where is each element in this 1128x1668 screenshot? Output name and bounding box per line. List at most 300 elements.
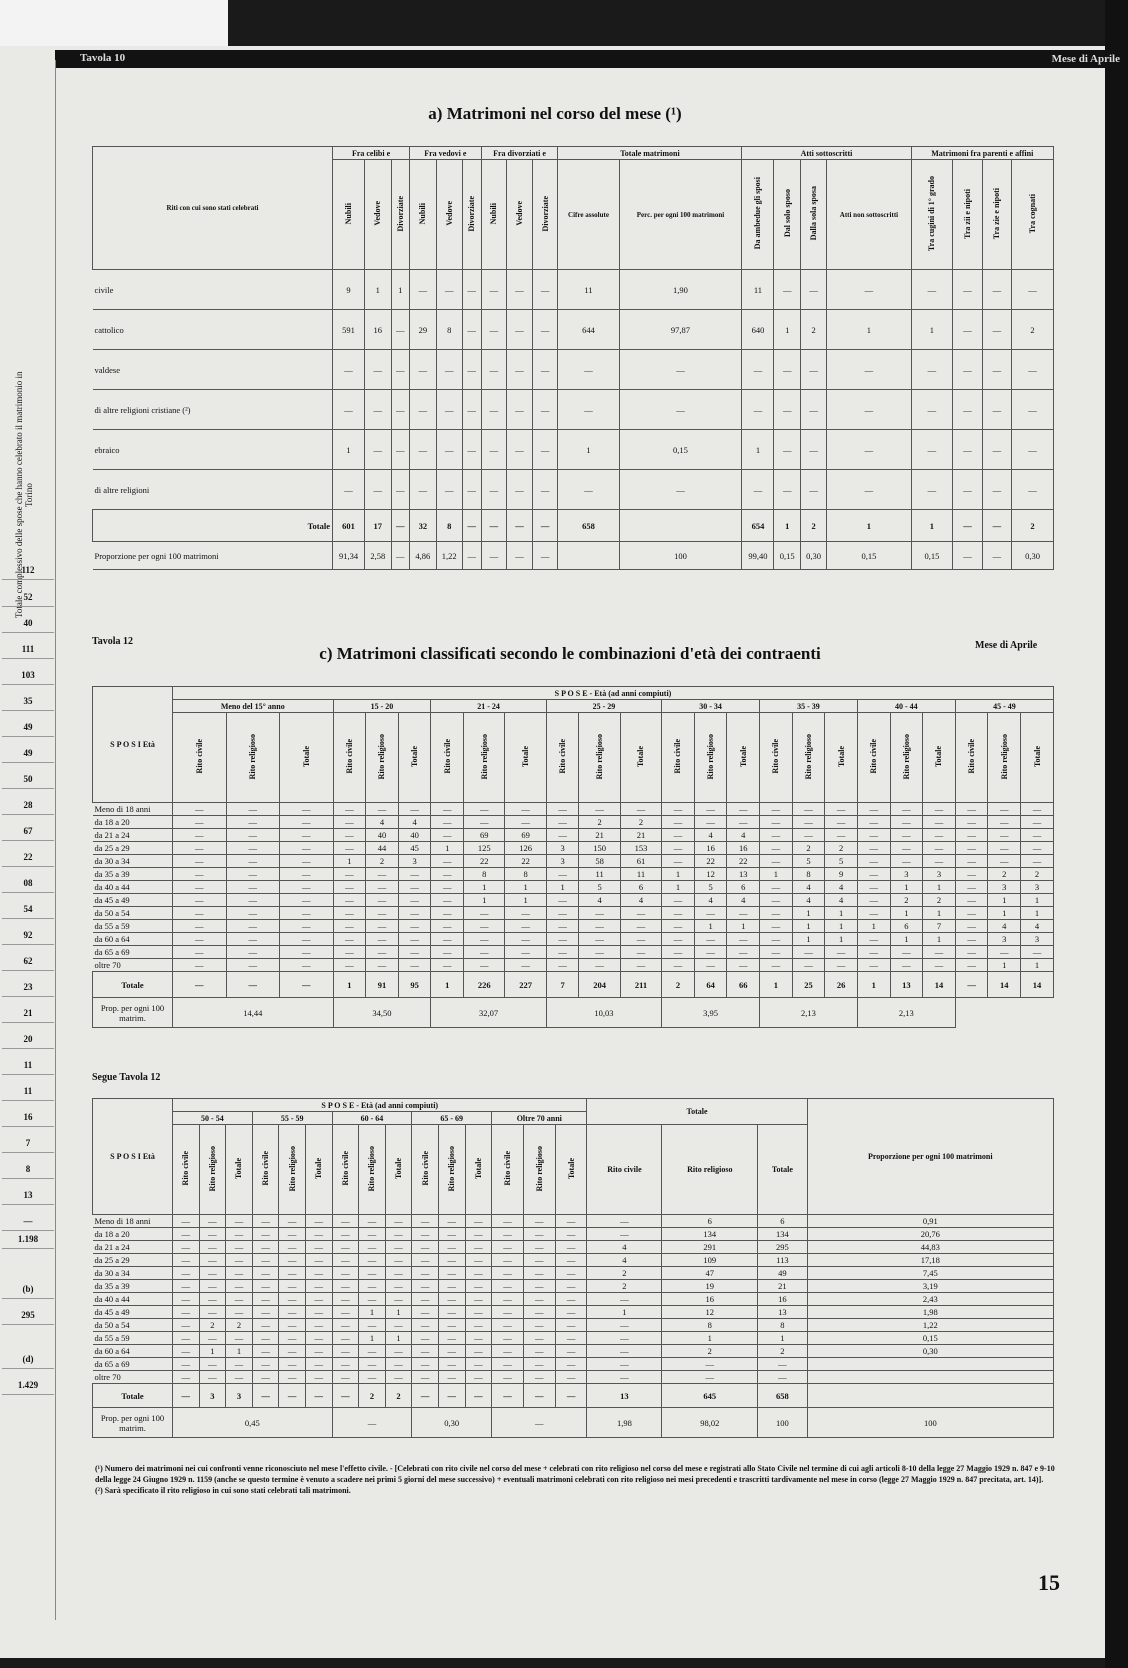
table-c1-cell: 1 [857, 920, 890, 933]
table-c2-cell: — [492, 1306, 524, 1319]
table-a-cell: 1 [774, 310, 800, 350]
table-c1-cell: — [923, 842, 956, 855]
table-a-cell: — [800, 430, 826, 470]
table-a-totale-cell: 1 [911, 510, 953, 542]
table-c1-cell: — [890, 959, 923, 972]
table-c2-prop-label: Prop. per ogni 100 matrim. [93, 1408, 173, 1438]
table-a-subcol [742, 160, 774, 270]
table-a-subcol-text: Tra zii e nipoti [962, 188, 972, 239]
table-c1-subcol-text: Rito civile [558, 739, 568, 774]
page-number: 15 [1038, 1570, 1060, 1595]
table-c1-row [93, 816, 1054, 829]
table-c2-row-label: da 18 a 20 [93, 1228, 173, 1241]
table-c1-subcol [464, 713, 505, 803]
table-c2-cell: — [555, 1280, 587, 1293]
table-a-row-label: ebraico [93, 430, 333, 470]
table-c2-cell: 113 [758, 1254, 807, 1267]
table-c1-cell: — [955, 803, 988, 816]
table-c1-cell: — [173, 881, 227, 894]
table-c1-cell: — [620, 920, 661, 933]
table-c2-totale-cell: 3 [199, 1384, 226, 1408]
table-c1-cell: — [1021, 816, 1054, 829]
table-c2-subcol-text: Rito religioso [534, 1145, 544, 1192]
table-c1-cell: — [760, 933, 793, 946]
table-c1-cell: — [792, 829, 825, 842]
table-c2-cell: — [279, 1241, 306, 1254]
table-c1-cell: — [988, 803, 1021, 816]
table-c2-cell: — [523, 1228, 555, 1241]
table-a-subcol [410, 160, 436, 270]
table-c2-cell: — [279, 1215, 306, 1228]
table-c1-subcol-text: Rito civile [344, 739, 354, 774]
table-a [92, 146, 1054, 570]
table-c1-cell: — [857, 907, 890, 920]
table-c1-cell: — [825, 803, 858, 816]
table-c1-cell: 3 [923, 868, 956, 881]
table-c2-cell: — [492, 1280, 524, 1293]
table-c1-cell: — [173, 959, 227, 972]
table-c2-cell: — [465, 1306, 492, 1319]
table-c2-row-label: da 40 a 44 [93, 1293, 173, 1306]
table-a-subcol-text: Divorziate [540, 195, 550, 232]
table-c1-subcol [431, 713, 464, 803]
table-c2-cell: — [587, 1293, 662, 1306]
table-c1-subcol [546, 713, 579, 803]
table-c1-cell: — [546, 946, 579, 959]
table-c2-prop-cell: 0,30 [412, 1408, 492, 1438]
table-c1-cell: — [662, 855, 695, 868]
table-a-cell: — [800, 350, 826, 390]
table-c2-cell: — [305, 1293, 332, 1306]
table-c1-cell: — [546, 959, 579, 972]
table-c1-cell: — [398, 907, 431, 920]
table-c1-cell: — [662, 816, 695, 829]
table-c1-age-group: 30 - 34 [662, 700, 760, 713]
table-c1-title: c) Matrimoni classificati secondo le combinazioni d'età dei contraenti [319, 644, 821, 663]
table-c2-cell: — [523, 1215, 555, 1228]
table-a-subcol-text: Vedove [444, 201, 454, 226]
table-c1-cell: 4 [792, 881, 825, 894]
table-c2-cell: — [412, 1228, 439, 1241]
table-c1-cell: — [226, 868, 280, 881]
table-c1-subcol [505, 713, 546, 803]
table-c2-totale-cell: 2 [359, 1384, 386, 1408]
table-a-cell: — [436, 270, 462, 310]
left-strip-number: 49 [2, 718, 54, 737]
table-c2-cell: 3,19 [807, 1280, 1053, 1293]
table-c2-cell [807, 1358, 1053, 1371]
table-a-cell: — [436, 430, 462, 470]
table-c2-totale-cell: — [555, 1384, 587, 1408]
table-c1-cell: — [1021, 855, 1054, 868]
table-c1-row [93, 842, 1054, 855]
table-c2-cell: — [438, 1358, 465, 1371]
table-c1-cell: 2 [923, 894, 956, 907]
table-c2-totale-cell [807, 1384, 1053, 1408]
table-c1-prop-cell: 2,13 [760, 998, 858, 1028]
table-c1-cell: — [857, 946, 890, 959]
table-c2-cell: — [305, 1267, 332, 1280]
table-c1-subcol [398, 713, 431, 803]
table-c2-cell: — [173, 1228, 200, 1241]
table-c1-cell: — [505, 803, 546, 816]
table-c1-cell: — [988, 855, 1021, 868]
table-c1-cell: — [857, 803, 890, 816]
table-c2-cell: — [332, 1319, 359, 1332]
table-a-totale-cell: 17 [365, 510, 391, 542]
table-c1-cell: — [333, 946, 366, 959]
table-c1-subcol [226, 713, 280, 803]
table-c2-cell: 16 [662, 1293, 758, 1306]
table-c2-cell: — [438, 1241, 465, 1254]
table-c2-row [93, 1358, 1054, 1371]
table-c1-cell: — [226, 959, 280, 972]
table-c2-cell: — [305, 1280, 332, 1293]
table-c1-cell: — [333, 881, 366, 894]
table-c1-cell: — [226, 855, 280, 868]
table-c2-cell: — [173, 1254, 200, 1267]
table-c2-cell: — [199, 1280, 226, 1293]
table-c2-subcol-text: Totale [473, 1157, 483, 1180]
table-a-totale-cell: 2 [1012, 510, 1054, 542]
table-c2-cell [807, 1371, 1053, 1384]
table-c2-row [93, 1267, 1054, 1280]
table-c2-cell: 2 [587, 1267, 662, 1280]
table-a-cell: — [365, 390, 391, 430]
table-c1-cell: 11 [620, 868, 661, 881]
table-c1-cell: — [398, 933, 431, 946]
table-c1-cell: 2 [988, 868, 1021, 881]
table-a-cell: 0,15 [619, 430, 742, 470]
table-c1-totale-cell: — [226, 972, 280, 998]
table-a-cell: — [953, 270, 982, 310]
table-c2-totale-cell: 3 [226, 1384, 253, 1408]
table-c2-cell: — [279, 1332, 306, 1345]
table-a-prop-cell: 2,58 [365, 542, 391, 570]
table-c2-cell: — [226, 1267, 253, 1280]
table-c1-cell: 2 [579, 816, 620, 829]
table-c1-row-label: oltre 70 [93, 959, 173, 972]
table-c1-cell: — [366, 894, 399, 907]
table-c1-totale-cell: 227 [505, 972, 546, 998]
table-c1-cell: — [760, 894, 793, 907]
table-a-cell: — [391, 310, 410, 350]
table-c2-cell: 6 [662, 1215, 758, 1228]
table-a-subcol: Cifre assolute [558, 160, 619, 270]
table-c2-cell: — [252, 1215, 279, 1228]
table-c1-cell: 1 [662, 881, 695, 894]
table-a-cell: — [1012, 270, 1054, 310]
table-a-prop-cell: 91,34 [333, 542, 365, 570]
header-month: Mese di Aprile [1051, 53, 1120, 65]
table-c1 [92, 686, 1054, 1028]
table-a-cell: 1 [911, 310, 953, 350]
table-c1-age-group: 25 - 29 [546, 700, 661, 713]
table-c2-cell: — [438, 1215, 465, 1228]
table-a-cell: — [333, 350, 365, 390]
table-a-cell: — [391, 430, 410, 470]
table-c2-cell: — [199, 1241, 226, 1254]
footnote-2: (²) Sarà specificato il rito religioso in cui sono stati celebrati tali matrimoni. [95, 1486, 351, 1495]
table-c1-cell: 3 [1021, 881, 1054, 894]
table-c1-cell: 2 [620, 816, 661, 829]
table-a-subcol [365, 160, 391, 270]
table-c1-cell: — [464, 933, 505, 946]
table-c2-cell: — [305, 1228, 332, 1241]
table-c1-age-group: 45 - 49 [955, 700, 1053, 713]
table-c2-cell: — [173, 1358, 200, 1371]
table-c2-totale-cell: — [173, 1384, 200, 1408]
table-c2-cell: — [438, 1293, 465, 1306]
table-c2-totale-group: Totale [587, 1099, 807, 1125]
table-c1-cell: 1 [694, 920, 727, 933]
table-c2-cell: — [412, 1332, 439, 1345]
table-a-cell: — [391, 470, 410, 510]
table-a-cell: — [333, 390, 365, 430]
table-c2-cell: 291 [662, 1241, 758, 1254]
table-c1-cell: 69 [505, 829, 546, 842]
table-c1-cell: — [760, 920, 793, 933]
table-c1-cell: — [431, 894, 464, 907]
table-c2-cell: — [438, 1267, 465, 1280]
table-a-cell: — [800, 470, 826, 510]
table-c1-cell: — [398, 894, 431, 907]
table-c2-cell: — [332, 1345, 359, 1358]
table-c2-cell: — [305, 1371, 332, 1384]
table-c1-cell: — [366, 868, 399, 881]
table-c1-cell: 1 [890, 907, 923, 920]
table-c2-cell: — [279, 1267, 306, 1280]
table-c1-cell: 1 [890, 933, 923, 946]
table-c2-cell: — [438, 1332, 465, 1345]
table-c1-cell: — [857, 829, 890, 842]
table-c2-cell: 1 [758, 1332, 807, 1345]
table-c1-cell: — [546, 829, 579, 842]
table-c1-subcol [694, 713, 727, 803]
table-c1-subcol-text: Rito civile [442, 739, 452, 774]
table-c1-cell: — [792, 816, 825, 829]
table-c1-cell: 22 [464, 855, 505, 868]
table-a-cell: — [558, 390, 619, 430]
table-c2-cell: — [412, 1293, 439, 1306]
table-c2-totale-subcol: Totale [758, 1125, 807, 1215]
table-a-subcol [911, 160, 953, 270]
table-c2-cell: — [226, 1332, 253, 1345]
table-c1-cell: 1 [760, 868, 793, 881]
table-c2-totale-subcol: Rito civile [587, 1125, 662, 1215]
table-c2-totale-cell: 2 [385, 1384, 412, 1408]
table-c2-cell: — [412, 1358, 439, 1371]
table-c1-subcol-text: Rito civile [869, 739, 879, 774]
table-c2-cell: — [359, 1228, 386, 1241]
table-c2-cell: — [199, 1254, 226, 1267]
table-a-cell: — [774, 390, 800, 430]
table-a-subcol [982, 160, 1011, 270]
table-c2-age-group: 50 - 54 [173, 1112, 253, 1125]
table-c1-prop-cell: 2,13 [857, 998, 955, 1028]
table-c1-row-label: da 55 a 59 [93, 920, 173, 933]
table-a-prop-cell: — [507, 542, 533, 570]
table-c1-row [93, 920, 1054, 933]
table-a-prop-cell: 0,30 [1012, 542, 1054, 570]
table-c1-cell: 7 [923, 920, 956, 933]
table-a-col-group: Fra celibi e [333, 147, 410, 160]
table-c2-cell: 16 [758, 1293, 807, 1306]
table-c1-cell: — [505, 907, 546, 920]
table-c2-cell: — [359, 1254, 386, 1267]
table-c2-cell: — [523, 1345, 555, 1358]
table-c1-subcol [280, 713, 334, 803]
table-c2-cell: 2 [587, 1280, 662, 1293]
table-a-subcol-text: Tra zie e nipoti [992, 187, 1002, 240]
table-c1-cell: — [694, 959, 727, 972]
table-c2-cell: — [555, 1293, 587, 1306]
table-c1-cell: 1 [988, 959, 1021, 972]
table-a-cell: — [462, 390, 481, 430]
table-c2-cell: — [523, 1358, 555, 1371]
table-c2-cell: — [305, 1319, 332, 1332]
table-c1-cell: 1 [825, 907, 858, 920]
table-c2-subcol-text: Totale [314, 1157, 324, 1180]
table-a-cell: — [462, 350, 481, 390]
table-c2-cell: — [252, 1306, 279, 1319]
footnote-1: (¹) Numero dei matrimoni nei cui confronti venne riconosciuto nel mese l'effetto civile. - [Celebrati con rito civile nel corso del mese + celebrati con rito religioso nel corso del mese e registrati allo Stato Civile nel termine di cui agli articoli 8-10 della legge 27 Maggio 1929 n. 847 e 9-10 della legge 24 Giugno 1929 n. 1159 (anche se questo termine è venuto a scadere nei primi 5 giorni del mese successivo) + eventuali matrimoni celebrati con rito religioso nei mesi precedenti e trascritti tardivamente nel mese in corso (legge 27 Maggio 1929 n. 847 precitata, art. 14)]. [95, 1464, 1055, 1484]
table-c2-cell: — [359, 1267, 386, 1280]
table-c2-cell: 1 [199, 1345, 226, 1358]
table-a-cell: 2 [800, 310, 826, 350]
table-c2-subcol [385, 1125, 412, 1215]
table-c1-cell: 2 [890, 894, 923, 907]
table-c1-prop-cell: 34,50 [333, 998, 431, 1028]
table-a-totale-label: Totale [93, 510, 333, 542]
table-a-totale-cell: 654 [742, 510, 774, 542]
table-a-cell: — [391, 390, 410, 430]
table-c2-cell: — [385, 1228, 412, 1241]
table-c1-cell: — [398, 946, 431, 959]
table-a-cell: 591 [333, 310, 365, 350]
table-c1-cell: 1 [333, 855, 366, 868]
table-c2-totale-cell: — [465, 1384, 492, 1408]
table-c2-row [93, 1332, 1054, 1345]
table-c2-cell: — [305, 1345, 332, 1358]
table-a-cell: — [481, 270, 507, 310]
table-c1-cell: — [1021, 829, 1054, 842]
table-c1-cell: — [662, 829, 695, 842]
table-c1-cell: — [955, 868, 988, 881]
table-c1-cell: 58 [579, 855, 620, 868]
table-a-cell: 644 [558, 310, 619, 350]
table-c2-cell: — [492, 1371, 524, 1384]
table-c1-header-row-0 [93, 687, 1054, 700]
table-c1-totale-cell: 211 [620, 972, 661, 998]
table-c2-row [93, 1228, 1054, 1241]
table-c2-row [93, 1345, 1054, 1358]
table-c1-cell: — [366, 933, 399, 946]
table-a-cell: — [953, 310, 982, 350]
table-a-row-label: di altre religioni cristiane (²) [93, 390, 333, 430]
table-a-cell: — [911, 470, 953, 510]
table-c2-cell: — [555, 1215, 587, 1228]
table-a-prop-cell: 0,15 [774, 542, 800, 570]
table-c2-cell: — [523, 1267, 555, 1280]
table-a-cell: — [481, 310, 507, 350]
table-c1-totale-cell: — [280, 972, 334, 998]
table-c1-cell: — [431, 933, 464, 946]
table-c1-row [93, 959, 1054, 972]
table-c1-cell: — [579, 946, 620, 959]
table-a-cell: — [953, 390, 982, 430]
table-a-prop-row [93, 542, 1054, 570]
table-a-cell: — [532, 350, 558, 390]
table-c1-subcol-text: Rito religioso [999, 733, 1009, 780]
table-c2-cell: — [199, 1358, 226, 1371]
table-c1-cell: — [333, 829, 366, 842]
table-a-cell: — [410, 390, 436, 430]
table-c1-cell: 9 [825, 868, 858, 881]
table-c1-cell: 1 [505, 894, 546, 907]
table-c1-subcol-text: Rito civile [194, 739, 204, 774]
table-c1-cell: 16 [694, 842, 727, 855]
table-a-totale-row [93, 510, 1054, 542]
table-a-cell: 1 [333, 430, 365, 470]
table-c1-row [93, 829, 1054, 842]
table-c2-cell: — [438, 1306, 465, 1319]
table-c2-subcol [359, 1125, 386, 1215]
table-c1-cell: 3 [1021, 933, 1054, 946]
table-a-cell: — [507, 310, 533, 350]
table-c1-cell: — [464, 959, 505, 972]
table-c2-cell: — [492, 1358, 524, 1371]
table-c2-cell: — [412, 1280, 439, 1293]
table-c1-cell: — [280, 842, 334, 855]
table-c2-cell: 0,30 [807, 1345, 1053, 1358]
table-a-cell: — [462, 270, 481, 310]
table-a-subcol: Perc. per ogni 100 matrimoni [619, 160, 742, 270]
table-a-cell: — [619, 350, 742, 390]
table-c1-cell: — [546, 803, 579, 816]
table-c1-cell: 1 [1021, 959, 1054, 972]
table-c1-cell: — [620, 933, 661, 946]
table-c1-cell: 3 [988, 933, 1021, 946]
scan-right-edge [1105, 0, 1128, 1668]
table-c2-cell: — [492, 1254, 524, 1267]
table-a-cell: — [982, 270, 1011, 310]
table-a-cell: — [742, 470, 774, 510]
table-c1-cell: — [988, 816, 1021, 829]
table-a-row [93, 390, 1054, 430]
table-c2-cell: — [412, 1241, 439, 1254]
table-c1-cell: — [955, 959, 988, 972]
table-c1-cell: — [546, 933, 579, 946]
table-c1-row-label: da 18 a 20 [93, 816, 173, 829]
table-a-cell: — [507, 390, 533, 430]
table-c1-cell: — [727, 907, 760, 920]
table-c1-cell: — [760, 907, 793, 920]
table-c2-cell: — [385, 1215, 412, 1228]
table-c1-cell: — [890, 829, 923, 842]
table-c2-cell: — [332, 1293, 359, 1306]
table-c1-subcol [620, 713, 661, 803]
table-c2-cell: — [438, 1280, 465, 1293]
table-c1-subcol [923, 713, 956, 803]
table-c1-row-label: da 65 a 69 [93, 946, 173, 959]
table-c1-age-group: 40 - 44 [857, 700, 955, 713]
table-c1-cell: — [464, 946, 505, 959]
table-c2-cell: — [359, 1241, 386, 1254]
table-c1-totale-cell: 226 [464, 972, 505, 998]
table-c1-cell: 3 [398, 855, 431, 868]
table-a-cell: 97,87 [619, 310, 742, 350]
